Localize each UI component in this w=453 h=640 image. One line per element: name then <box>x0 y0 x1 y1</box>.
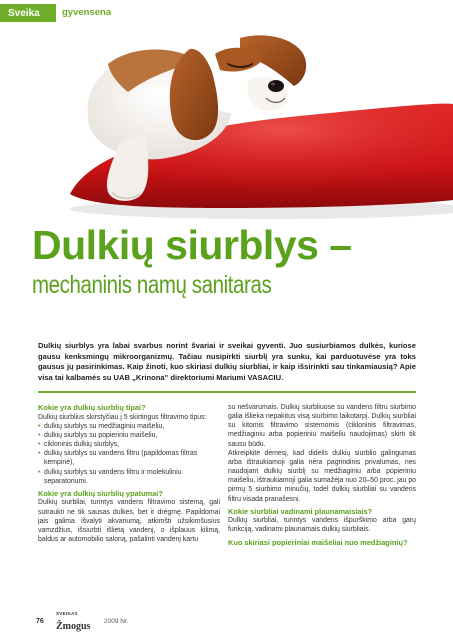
question-heading: Kokie yra dulkių siurblių ypatumai? <box>38 488 163 498</box>
question-heading: Kuo skiriasi popieriniai maišeliai nuo medžiaginių? <box>228 537 408 547</box>
paragraph: Atkreipkite dėmesį, kad didelis dulkių siurblio galingumas arba ištraukiamoji galia nėra pagrindinis privalumas, nes naudojant dulkių siurblį su medžiaginiu arba popieriniu maišeliu, ištraukiamoji galia sumažėja nuo 20–50 proc. jau po pirmų 5 siurbimo minučių, todėl dulkių siurbliai su vandens filtru visada pranašesni. <box>228 449 416 503</box>
article-title: Dulkių siurblys – <box>32 222 352 268</box>
magazine-logo <box>56 612 90 633</box>
article-column-left <box>38 403 220 544</box>
section-tab <box>0 4 56 22</box>
article-subtitle: mechaninis namų sanitaras <box>32 271 272 299</box>
lead-divider <box>38 391 416 393</box>
section-tab-label: Sveika <box>8 7 40 19</box>
paragraph: Dulkių siurbliai, turintys vandens išpurškimo arba garų funkciją, vadinami plaunamais dulkių siurbliais. <box>228 517 416 534</box>
list-item: • dulkių siurblys su vandens filtru (papildomas filtras kempinė), <box>38 449 220 467</box>
question-heading: Kokie siurbliai vadinami plaunamaisiais? <box>228 506 373 516</box>
sleeping-dog-on-red-pillow-icon <box>0 24 453 220</box>
list-item: • dulkių siurblys su popieriniu maišeliu, <box>38 431 220 440</box>
paragraph: Dulkių siurblius skirstyčiau į 5 skirtingus filtravimo tipus: <box>38 413 207 421</box>
list-item: • cikloninis dulkių siurblys, <box>38 440 220 449</box>
page-number: 76 <box>36 618 44 625</box>
paragraph: su nešvarumais. Dulkių siurbliuose su vandens filtru siurbimo galia išlieka nepakitus visą siurbimo laikotarpį. Dulkių siurbliai su kitomis filtravimo sistemomis (cikloninis filtravimas, medžiaginiu arba popieriniu maišeliu naudojimas) skirti tik sausu būdu. <box>228 404 416 448</box>
issue-label: 2009 Nr. <box>104 618 129 625</box>
article-photo <box>0 24 453 220</box>
article-lead: Dulkių siurblys yra labai svarbus norint švariai ir sveikai gyventi. Juo susiurbiamos dulkės, kuriose gausu kenksmingų mikroorganizmų. Tačiau nusipirkti siurblį yra sunku, kai parduotuvėse yra toks gausus jų pasirinkimas. Kaip žinoti, kuo skiriasi dulkių siurbliai, ir kaip išsirinkti sau tinkamiausią? Apie visa tai kalbamės su UAB „Krinona" direktoriumi Mariumi VASACIU. <box>38 341 416 382</box>
logo-big-text: Žmogus <box>56 620 91 632</box>
list-item: • dulkių siurblys su vandens filtru ir molekuliniu separatoriumi. <box>38 468 220 486</box>
vacuum-types-list <box>38 422 220 486</box>
paragraph: Dulkių siurbliai, turintys vandens filtravimo sistemą, gali sutraukti ne tik sausas dulkes, bet ir drėgmę. Papildomai jais galima išvalyti akvariumą, atkimšti užsikimšusius vamzdžius, išsiurbti išlietą vandenį, o išplauus kilimą, baldus ar automobilio saloną, pašalinti vandenį kartu <box>38 499 220 544</box>
question-heading: Kokie yra dulkių siurblių tipai? <box>38 403 146 412</box>
list-item: • dulkių siurblys su medžiaginiu maišeliu, <box>38 422 220 431</box>
article-column-right <box>228 403 416 547</box>
logo-small-text: SVEIKAS <box>56 611 78 616</box>
subsection-label: gyvensena <box>62 7 112 18</box>
